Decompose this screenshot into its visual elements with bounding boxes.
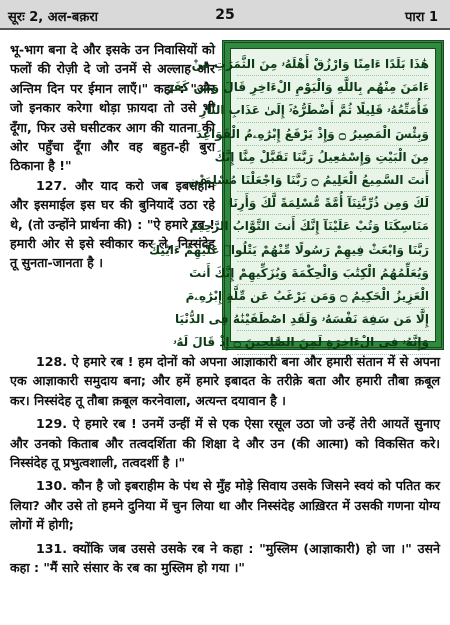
verse-131: 131. क्योंकि जब उससे उसके रब ने कहा : "मुस्लिम (आज्ञाकारी) हो जा ।" उसने कहा : "मैं सारे संसार के रब का मुस्लिम हो गया ।"	[10, 540, 440, 576]
surah-title: सूरः 2, अल-बक़रा	[8, 10, 98, 25]
arabic-line: الْعَزِيزُ الْحَكِيمُ ۝ وَمَن يَرْغَبُ عَن مِّلَّةِ إِبْرَٰهِۦمَ	[237, 285, 429, 308]
para-label: पारा 1	[404, 10, 438, 25]
verse-127: 127. और याद करो जब इबराहीम और इसमाईल इस घर की बुनियादें उठा रहे थे, (तो उन्होंने प्रार्थना की) : "ऐ हमारे रब ! हमारी ओर से इसे स्वीकार कर ले, निस्संदेह तू सुनता-जानता है ।	[10, 177, 215, 271]
verse-129: 129. ऐ हमारे रब ! उनमें उन्हीं में से एक ऐसा रसूल उठा जो उन्हें तेरी आयतें सुनाए और उनको किताब और तत्वदर्शिता की शिक्षा दे और उन (की आत्मा) को विकसित करे। निस्संदेह तू प्रभुत्वशाली, तत्वदर्शी है ।"	[10, 416, 440, 471]
arabic-line: وَبِئْسَ الْمَصِيرُ ۝ وَإِذْ يَرْفَعُ إِبْرَٰهِۦمُ الْقَوَاعِدَ	[237, 123, 429, 146]
arabic-line: وَيُعَلِّمُهُمُ الْكِتَٰبَ وَالْحِكْمَةَ وَيُزَكِّيهِمْ إِنَّكَ أَنتَ	[237, 262, 429, 285]
verse-130: 130. कौन है जो इबराहीम के पंथ से मुँह मोड़े सिवाय उसके जिसने स्वयं को पतित कर लिया? और उसे तो हमने दुनिया में चुन लिया था और निस्संदेह आख़िरत में उसकी गणना योग्य लोगों में होगी;	[10, 478, 440, 533]
verse-126-continuation: भू-भाग बना दे और इसके उन निवासियों को फलों की रोज़ी दे जो उनमें से अल्लाह और अन्तिम दिन पर ईमान लाएँ।" कहा : "और जो इनकार करेगा थोड़ा फ़ायदा तो उसे भी दूँगा, फिर उसे घसीटकर आग की यातना की ओर पहुँचा दूँगा और वह बहुत-ही बुरा ठिकाना है !"	[10, 42, 215, 174]
arabic-line: وَإِنَّهُۥ فِى الْءَاخِرَةِ لَمِنَ الصَّٰلِحِينَ ۝ إِذْ قَالَ لَهُۥ	[237, 331, 429, 354]
arabic-line: مِنَ الْبَيْتِ وَإِسْمَٰعِيلُ رَبَّنَا تَقَبَّلْ مِنَّا إِنَّكَ	[237, 146, 429, 169]
page-number: 25	[215, 7, 235, 23]
arabic-line: إِلَّا مَن سَفِهَ نَفْسَهُۥ وَلَقَدِ اصْطَفَيْنَٰهُ فِى الدُّنْيَا	[237, 308, 429, 331]
arabic-line: رَبَّنَا وَابْعَثْ فِيهِمْ رَسُولًا مِّنْهُمْ يَتْلُوا۟ عَلَيْهِمْ ءَايَٰتِكَ	[237, 239, 429, 262]
arabic-line: ءَامَنَ مِنْهُم بِاللَّهِ وَالْيَوْمِ الْءَاخِرِ قَالَ وَمَن كَفَرَ	[237, 76, 429, 99]
arabic-line: أَنتَ السَّمِيعُ الْعَلِيمُ ۝ رَبَّنَا وَاجْعَلْنَا مُسْلِمَيْنِ	[237, 169, 429, 192]
arabic-line: هَٰذَا بَلَدًا ءَامِنًا وَارْزُقْ أَهْلَهُۥ مِنَ الثَّمَرَٰتِ مَنْ	[237, 53, 429, 76]
left-column	[10, 40, 215, 273]
full-width-text	[10, 352, 440, 577]
verse-128: 128. ऐ हमारे रब ! हम दोनों को अपना आज्ञाकारी बना और हमारी संतान में से अपना एक आज्ञाकारी समुदाय बना; और हमें हमारे इबादत के तरीक़े बता और हमारी तौबा क़बूल कर। निस्संदेह तू तौबा क़बूल करनेवाला, अत्यन्त दयावान है ।	[10, 354, 440, 408]
page-header	[0, 0, 450, 30]
arabic-text-panel	[149, 48, 436, 350]
arabic-line: لَكَ وَمِن ذُرِّيَّتِنَآ أُمَّةً مُّسْلِمَةً لَّكَ وَأَرِنَا	[237, 192, 429, 215]
arabic-line: مَنَاسِكَنَا وَتُبْ عَلَيْنَآ إِنَّكَ أَنتَ التَّوَّابُ الرَّحِيمُ	[237, 215, 429, 238]
arabic-text-box	[149, 40, 444, 350]
arabic-line: فَأُمَتِّعُهُۥ قَلِيلًا ثُمَّ أَضْطَرُّهُۥٓ إِلَىٰ عَذَابِ النَّارِ	[237, 99, 429, 122]
